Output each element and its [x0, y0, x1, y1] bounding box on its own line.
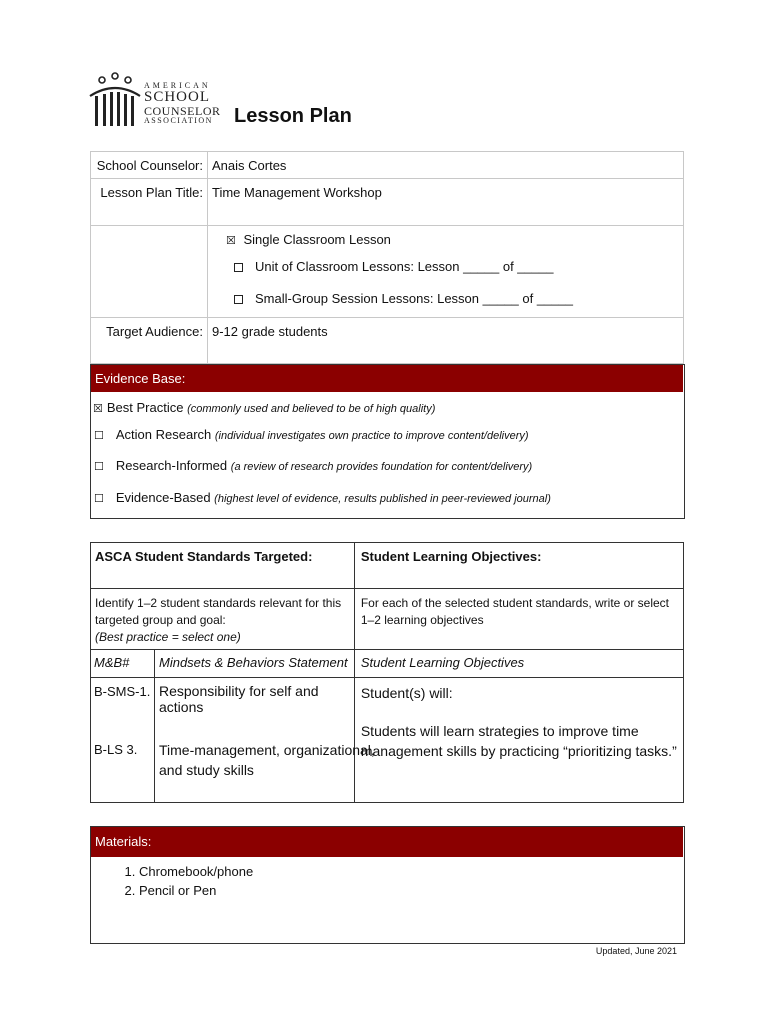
- option-unit-lessons[interactable]: Unit of Classroom Lessons: Lesson _____ of _____: [234, 259, 553, 274]
- mb-code-2: B-LS 3.: [94, 742, 138, 757]
- logo-line-2: SCHOOL: [144, 89, 211, 105]
- option-single-lesson[interactable]: ☒ Single Classroom Lesson: [226, 232, 391, 247]
- page-title: Lesson Plan: [234, 105, 352, 127]
- logo-line-1: AMERICAN: [144, 81, 211, 90]
- evidence-best-practice[interactable]: ☒ Best Practice (commonly used and believed to be of high quality): [93, 400, 436, 415]
- logo-line-3: COUNSELOR: [144, 104, 221, 118]
- standards-table: [90, 542, 684, 803]
- evidence-title: Evidence Base:: [91, 365, 683, 392]
- lesson-type-label-cell: [91, 226, 208, 318]
- checked-box-icon: ☒: [226, 235, 236, 247]
- mb-statements: [155, 678, 375, 803]
- mb-statement-2: Time-management, organizational, and study skills: [159, 742, 375, 778]
- objective-intro: Student(s) will:: [360, 685, 453, 701]
- checkbox-icon: ☐: [94, 461, 104, 473]
- learning-objectives: [354, 678, 683, 803]
- counselor-label: School Counselor:: [91, 152, 208, 179]
- evidence-evidence-based[interactable]: ☐ Evidence-Based (highest level of evidence, results published in peer-reviewed journal): [94, 490, 551, 505]
- objective-text: Students will learn strategies to improve time management skills by practicing “prioritizing tasks.”: [360, 723, 677, 759]
- audience-value: 9-12 grade students: [208, 318, 684, 364]
- objectives-header: Student Learning Objectives:: [354, 543, 683, 589]
- asca-logo-icon: [88, 72, 142, 128]
- checkbox-icon: ☐: [94, 493, 104, 505]
- materials-list: [91, 862, 253, 900]
- objectives-instructions: For each of the selected student standards, write or select 1–2 learning objectives: [354, 589, 683, 650]
- standards-header: ASCA Student Standards Targeted:: [91, 543, 355, 589]
- checked-box-icon: ☒: [93, 403, 103, 415]
- evidence-action-research[interactable]: ☐ Action Research (individual investigates own practice to improve content/delivery): [94, 427, 529, 442]
- materials-item: 1. Chromebook/phone: [139, 862, 253, 881]
- mb-code-1: B-SMS-1.: [94, 684, 151, 699]
- mb-codes: [91, 678, 155, 803]
- standards-instructions: Identify 1–2 student standards relevant for this targeted group and goal: (Best practice = select one): [91, 589, 355, 650]
- checkbox-icon: [234, 295, 243, 304]
- mb-statement-1: Responsibility for self and actions: [159, 683, 319, 715]
- evidence-research-informed[interactable]: ☐ Research-Informed (a review of research provides foundation for content/delivery): [94, 458, 533, 473]
- logo-line-4: ASSOCIATION: [144, 116, 213, 125]
- checkbox-icon: [234, 263, 243, 272]
- col-mb-number: M&B#: [91, 650, 155, 678]
- col-learning-objectives: Student Learning Objectives: [354, 650, 683, 678]
- materials-item: 2. Pencil or Pen: [139, 881, 253, 900]
- checkbox-icon: ☐: [94, 430, 104, 442]
- plan-title-label: Lesson Plan Title:: [91, 179, 208, 226]
- header-table: [90, 151, 684, 364]
- plan-title-value: Time Management Workshop: [208, 179, 684, 226]
- col-mindsets-statement: Mindsets & Behaviors Statement: [155, 650, 355, 678]
- lesson-type-options: [208, 226, 684, 318]
- materials-title: Materials:: [91, 827, 683, 857]
- counselor-value: Anais Cortes: [208, 152, 684, 179]
- asca-logo: [88, 72, 228, 132]
- updated-date: Updated, June 2021: [595, 946, 677, 956]
- audience-label: Target Audience:: [91, 318, 208, 364]
- option-small-group[interactable]: Small-Group Session Lessons: Lesson _____ of _____: [234, 291, 573, 306]
